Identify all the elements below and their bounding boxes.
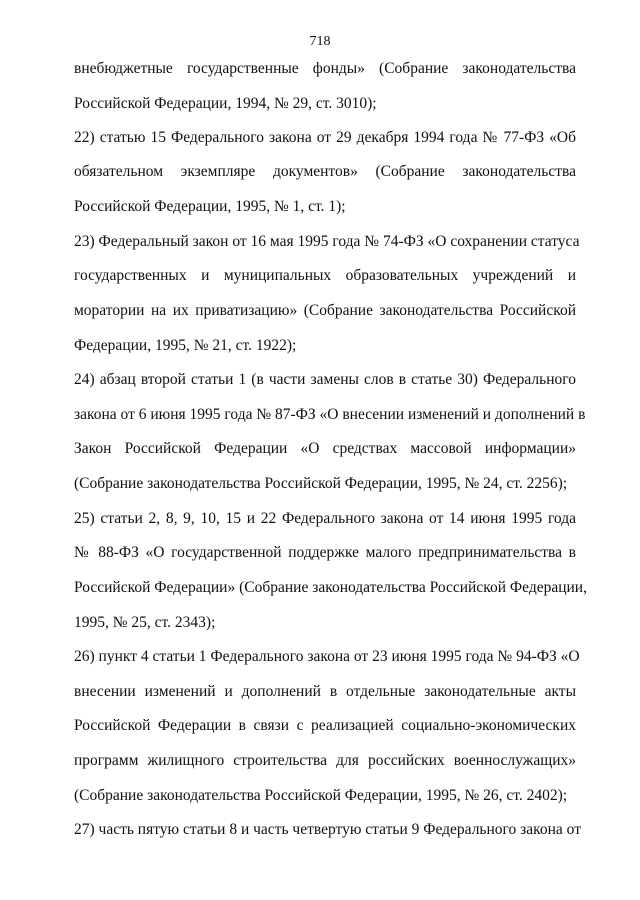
page-number: 718 — [309, 34, 331, 49]
text-line: внебюджетные государственные фонды» (Собрание законодательства — [74, 60, 576, 77]
text-line: 23) Федеральный закон от 16 мая 1995 года № 74-ФЗ «О сохранении статуса — [74, 233, 580, 250]
text-line: 27) часть пятую статьи 8 и часть четвертую статьи 9 Федерального закона от — [74, 821, 582, 838]
text-line: внесении изменений и дополнений в отдельные законодательные акты — [74, 683, 576, 700]
text-line: моратории на их приватизацию» (Собрание законодательства Российской — [74, 302, 576, 319]
text-line: государственных и муниципальных образовательных учреждений и — [74, 267, 576, 284]
text-line: (Собрание законодательства Российской Федерации, 1995, № 26, ст. 2402); — [74, 787, 568, 804]
text-line: Федерации, 1995, № 21, ст. 1922); — [74, 337, 297, 354]
text-line: (Собрание законодательства Российской Федерации, 1995, № 24, ст. 2256); — [74, 475, 568, 492]
text-line: 26) пункт 4 статьи 1 Федерального закона от 23 июня 1995 года № 94-ФЗ «О — [74, 648, 580, 665]
text-line: 22) статью 15 Федерального закона от 29 декабря 1994 года № 77-ФЗ «Об — [74, 129, 576, 146]
text-line: Закон Российской Федерации «О средствах массовой информации» — [74, 440, 576, 457]
text-line: Российской Федерации» (Собрание законодательства Российской Федерации, — [74, 579, 587, 596]
text-line: обязательном экземпляре документов» (Собрание законодательства — [74, 163, 576, 180]
text-line: 25) статьи 2, 8, 9, 10, 15 и 22 Федерального закона от 14 июня 1995 года — [74, 510, 576, 527]
text-line: № 88-ФЗ «О государственной поддержке малого предпринимательства в — [74, 544, 576, 561]
text-line: программ жилищного строительства для российских военнослужащих» — [74, 752, 576, 769]
text-line: 24) абзац второй статьи 1 (в части замены слов в статье 30) Федерального — [74, 371, 576, 388]
text-line: закона от 6 июня 1995 года № 87-ФЗ «О внесении изменений и дополнений в — [74, 406, 586, 423]
text-line: Российской Федерации, 1995, № 1, ст. 1); — [74, 198, 346, 215]
text-line: Российской Федерации в связи с реализацией социально-экономических — [74, 717, 576, 734]
text-line: 1995, № 25, ст. 2343); — [74, 614, 216, 631]
text-line: Российской Федерации, 1994, № 29, ст. 3010); — [74, 95, 377, 112]
